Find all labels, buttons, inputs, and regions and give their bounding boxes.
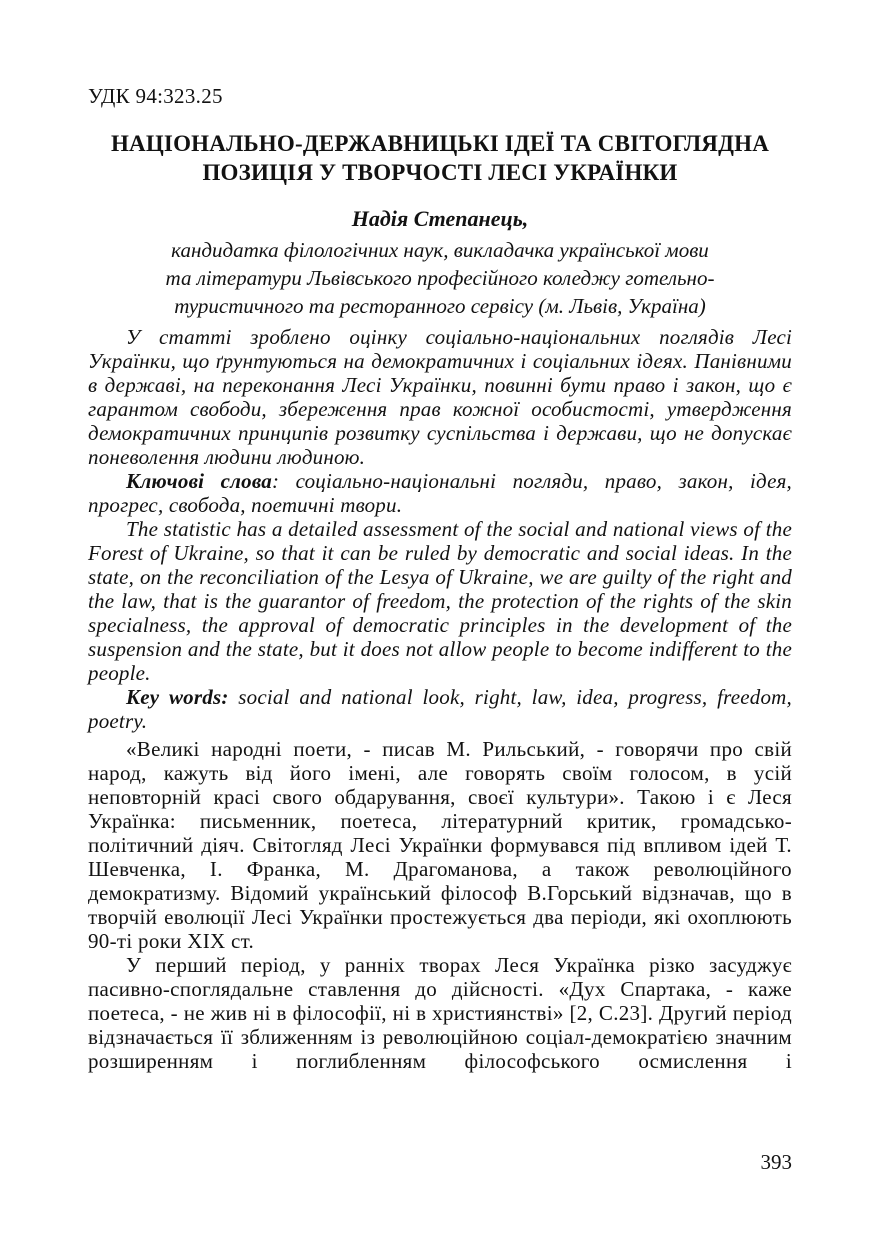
author-affiliation xyxy=(88,236,792,320)
body-paragraph-1: «Великі народні поети, - писав М. Рильський, - говорячи про свій народ, кажуть від його імені, але говорять своїм голосом, в усій неповторній красі свого обдарування, своєї культури». Такою і є Леся Українка: письменник, поетеса, літературний критик, громадсько-політичний діяч. Світогляд Лесі Українки формувався під впливом ідей Т. Шевченка, І. Франка, М. Драгоманова, а також революційного демократизму. Відомий український філософ В.Горський відзначав, що в творчій еволюції Лесі Українки простежується два періоди, які охоплюють 90-ті роки ХІХ ст. xyxy=(88,737,792,953)
keywords-ukrainian-label: Ключові слова xyxy=(126,469,272,493)
abstract-ukrainian: У статті зроблено оцінку соціально-національних поглядів Лесі Українки, що ґрунтуються на демократичних і соціальних ідеях. Панівними в державі, на переконання Лесі Українки, повинні бути право і закон, що є гарантом свободи, збереження прав кожної особистості, утвердження демократичних принципів розвитку суспільства і держави, що не допускає поневолення людини людиною. xyxy=(88,325,792,469)
keywords-english xyxy=(88,685,792,733)
author-affiliation-line-3: туристичного та ресторанного сервісу (м. Львів, Україна) xyxy=(174,294,706,318)
keywords-ukrainian xyxy=(88,469,792,517)
abstract-english: The statistic has a detailed assessment of the social and national views of the Forest of Ukraine, so that it can be ruled by democratic and social ideas. In the state, on the reconciliation of the Lesya of Ukraine, we are guilty of the right and the law, that is the guarantor of freedom, the protection of the rights of the skin specialness, the approval of democratic principles in the development of the suspension and the state, but it does not allow people to become indifferent to the people. xyxy=(88,517,792,685)
article-title xyxy=(88,129,792,187)
article-body xyxy=(88,737,792,1073)
article-title-line-2: ПОЗИЦІЯ У ТВОРЧОСТІ ЛЕСІ УКРАЇНКИ xyxy=(202,160,678,185)
keywords-english-label: Key words: xyxy=(126,685,229,709)
author-affiliation-line-1: кандидатка філологічних наук, викладачка української мови xyxy=(171,238,709,262)
front-matter xyxy=(88,325,792,733)
article-title-line-1: НАЦІОНАЛЬНО-ДЕРЖАВНИЦЬКІ ІДЕЇ ТА СВІТОГЛЯДНА xyxy=(110,131,770,156)
keywords-ukrainian-text: : соціально-національні погляди, право, закон, ідея, прогрес, свобода, поетичні твори. xyxy=(88,469,793,517)
body-paragraph-2: У перший період, у ранніх творах Леся Українка різко засуджує пасивно-споглядальне ставлення до дійсності. «Дух Спартака, - каже поетеса, - не жив ні в філософії, ні в християнстві» [2, С.23]. Другий період відзначається її зближенням із революційною соціал-демократією значним розширенням і поглибленням філософського осмислення і xyxy=(88,953,792,1073)
udc-number: УДК 94:323.25 xyxy=(88,84,223,108)
author-name: Надія Степанець, xyxy=(351,206,529,231)
page-number: 393 xyxy=(760,1150,792,1174)
author-affiliation-line-2: та літератури Львівського професійного коледжу готельно- xyxy=(165,266,715,290)
keywords-english-text: social and national look, right, law, idea, progress, freedom, poetry. xyxy=(88,685,792,733)
